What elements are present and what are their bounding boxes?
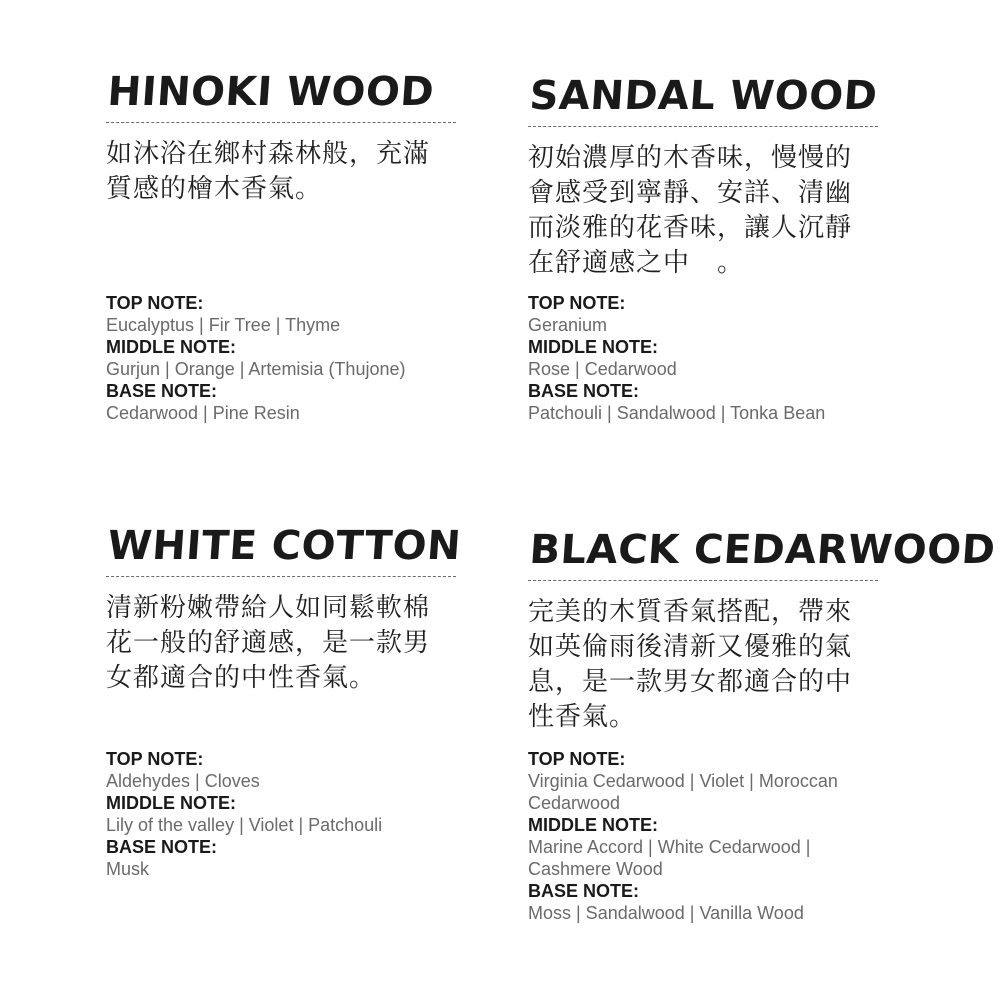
middle-note-value: Gurjun | Orange | Artemisia (Thujone)	[106, 359, 406, 379]
top-note-value: Geranium	[528, 315, 608, 335]
middle-note-value: Lily of the valley | Violet | Patchouli	[106, 815, 383, 835]
title-divider	[528, 126, 878, 127]
middle-note-label: MIDDLE NOTE:	[106, 793, 236, 813]
middle-note-label: MIDDLE NOTE:	[528, 337, 658, 357]
notes-block	[528, 292, 825, 424]
middle-note-label: MIDDLE NOTE:	[528, 815, 658, 835]
card-title: BLACK CEDARWOOD	[528, 527, 997, 573]
base-note-label: BASE NOTE:	[106, 381, 218, 401]
base-note-value: Patchouli | Sandalwood | Tonka Bean	[528, 403, 826, 423]
card-description: 初始濃厚的木香味，慢慢的會感受到寧靜、安詳、清幽而淡雅的花香味，讓人沉靜在舒適感之中 。	[528, 143, 853, 278]
base-note-value: Moss | Sandalwood | Vanilla Wood	[528, 903, 804, 923]
notes-block	[528, 748, 878, 924]
top-note-label: TOP NOTE:	[106, 749, 204, 769]
card-description: 如沐浴在鄉村森林般，充滿質感的檜木香氣。	[106, 139, 431, 204]
base-note-label: BASE NOTE:	[528, 881, 640, 901]
notes-block	[106, 748, 382, 880]
card-description: 清新粉嫩帶給人如同鬆軟棉花一般的舒適感，是一款男女都適合的中性香氣。	[106, 593, 431, 693]
title-divider	[528, 580, 878, 581]
card-sandal-wood	[528, 72, 878, 442]
middle-note-value: Rose | Cedarwood	[528, 359, 677, 379]
top-note-label: TOP NOTE:	[528, 293, 626, 313]
base-note-label: BASE NOTE:	[528, 381, 640, 401]
notes-block	[106, 292, 405, 424]
card-white-cotton	[106, 522, 463, 892]
top-note-value: Eucalyptus | Fir Tree | Thyme	[106, 315, 341, 335]
top-note-value: Virginia Cedarwood | Violet | Moroccan Cedarwood	[528, 771, 838, 813]
base-note-value: Cedarwood | Pine Resin	[106, 403, 300, 423]
card-description: 完美的木質香氣搭配，帶來如英倫雨後清新又優雅的氣息，是一款男女都適合的中性香氣。	[528, 597, 853, 732]
middle-note-label: MIDDLE NOTE:	[106, 337, 236, 357]
title-divider	[106, 576, 456, 577]
card-title: SANDAL WOOD	[528, 73, 879, 119]
base-note-value: Musk	[106, 859, 150, 879]
base-note-label: BASE NOTE:	[106, 837, 218, 857]
title-divider	[106, 122, 456, 123]
card-hinoki-wood	[106, 68, 456, 438]
card-title: WHITE COTTON	[106, 523, 463, 569]
top-note-label: TOP NOTE:	[106, 293, 204, 313]
middle-note-value: Marine Accord | White Cedarwood | Cashmere Wood	[528, 837, 811, 879]
top-note-value: Aldehydes | Cloves	[106, 771, 260, 791]
card-title: HINOKI WOOD	[106, 69, 436, 115]
card-black-cedarwood	[528, 526, 997, 936]
top-note-label: TOP NOTE:	[528, 749, 626, 769]
